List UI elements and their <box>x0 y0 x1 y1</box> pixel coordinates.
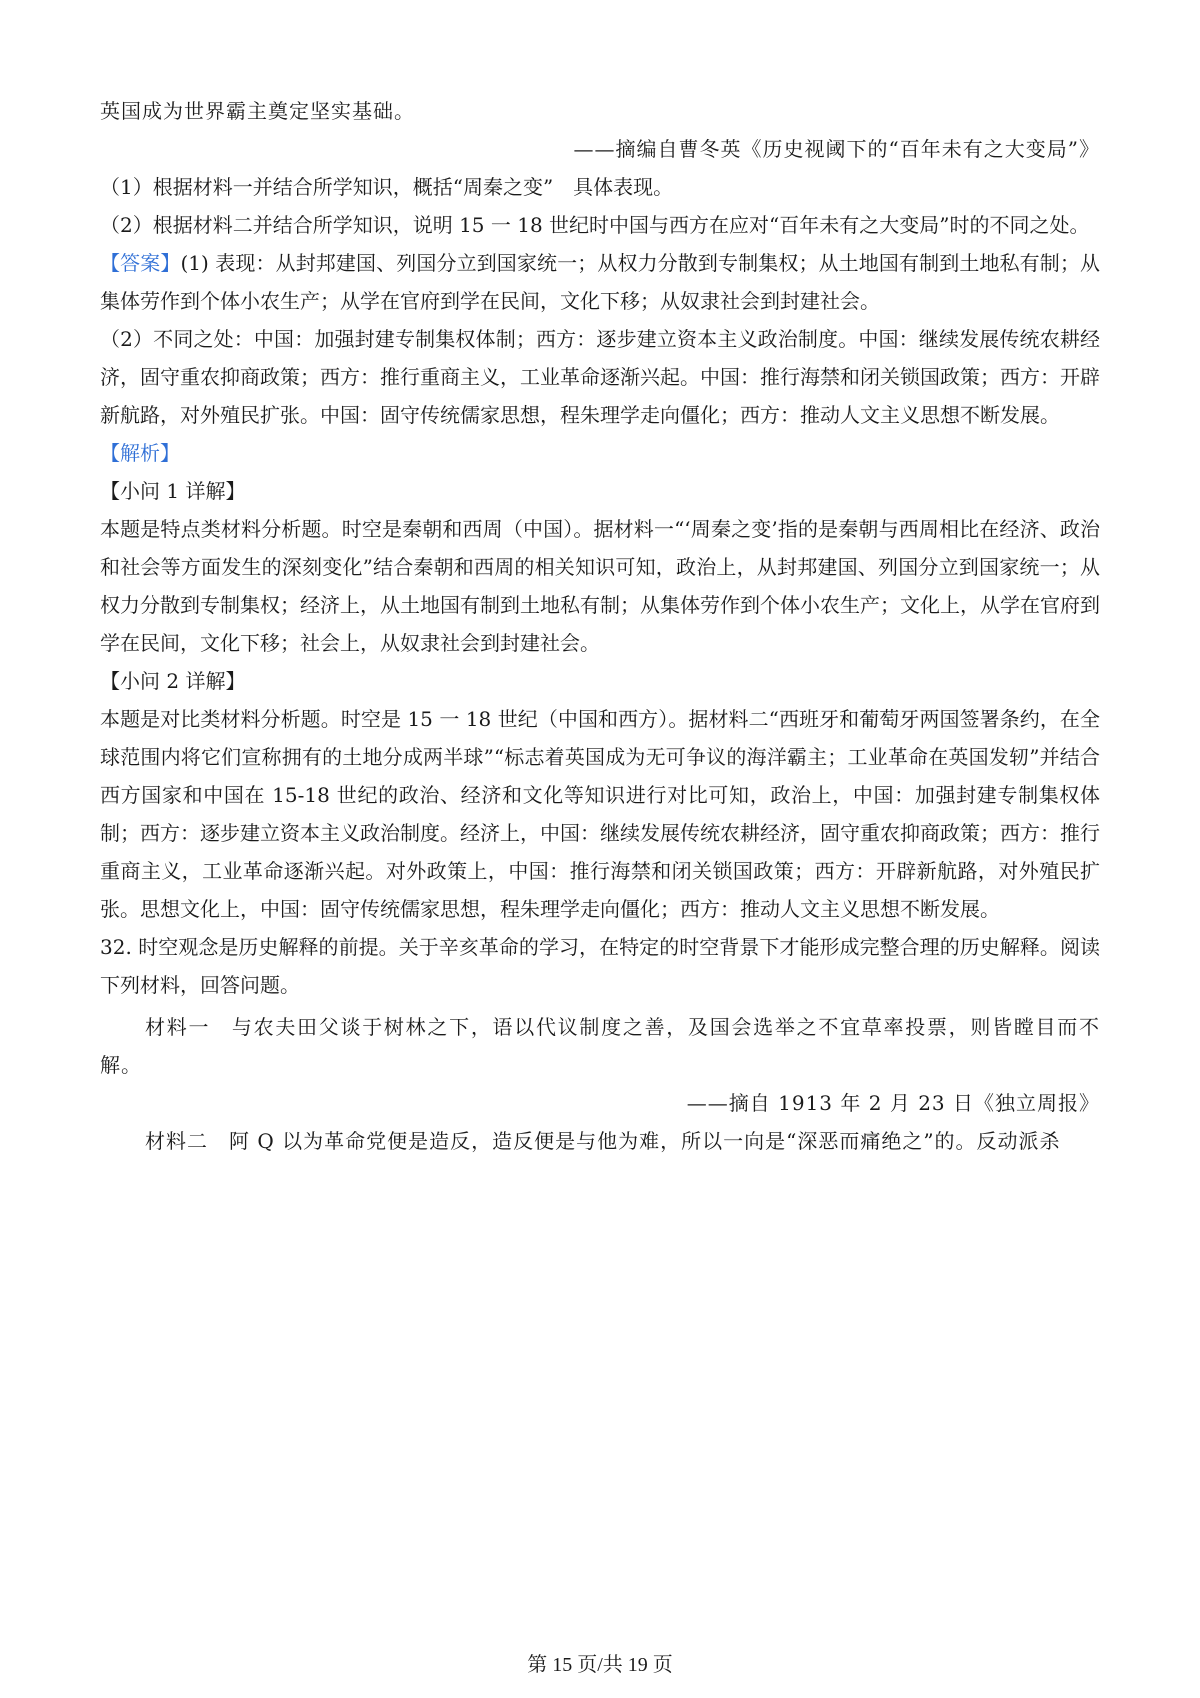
analysis-tag: 【解析】 <box>100 441 180 465</box>
page-content <box>100 92 1100 1160</box>
answer-block <box>100 244 1100 320</box>
sub-question-1-title: 【小问 1 详解】 <box>100 479 246 503</box>
page-number: 第 15 页/共 19 页 <box>527 1654 673 1676</box>
sub-question-2-text: 本题是对比类材料分析题。时空是 15 一 18 世纪（中国和西方）。据材料二“西班牙和葡萄牙两国签署条约，在全球范围内将它们宣称拥有的土地分成两半球”“标志着英国成为无可争议的海洋霸主；工业革命在英国发轫”并结合西方国家和中国在 15-18 世纪的政治、经济和文化等知识进行对比可知，政治上，中国：加强封建专制集权体制；西方：逐步建立资本主义政治制度。经济上，中国：继续发展传统农耕经济，固守重农抑商政策；西方：推行重商主义，工业革命逐渐兴起。对外政策上，中国：推行海禁和闭关锁国政策；西方：开辟新航路，对外殖民扩张。思想文化上，中国：固守传统儒家思想，程朱理学走向僵化；西方：推动人文主义思想不断发展。 <box>100 707 1100 921</box>
sub-question-2-title: 【小问 2 详解】 <box>100 669 246 693</box>
sub-question-1-text: 本题是特点类材料分析题。时空是秦朝和西周（中国）。据材料一“‘周秦之变’指的是秦朝与西周相比在经济、政治和社会等方面发生的深刻变化”结合秦朝和西周的相关知识可知，政治上，从封邦建国、列国分立到国家统一；从权力分散到专制集权；经济上，从土地国有制到土地私有制；从集体劳作到个体小农生产；文化上，从学在官府到学在民间，文化下移；社会上，从奴隶社会到封建社会。 <box>100 517 1100 655</box>
answer-1: (1) 表现：从封邦建国、列国分立到国家统一；从权力分散到专制集权；从土地国有制到土地私有制；从集体劳作到个体小农生产；从学在官府到学在民间，文化下移；从奴隶社会到封建社会。 <box>100 251 1101 313</box>
material-2: 材料二 阿 Q 以为革命党便是造反，造反便是与他为难，所以一向是“深恶而痛绝之”的。反动派杀 <box>145 1129 1061 1153</box>
material-source: ——摘编自曹冬英《历史视阈下的“百年未有之大变局”》 <box>573 137 1100 161</box>
answer-tag: 【答案】 <box>100 251 181 275</box>
material-1-source: ——摘自 1913 年 2 月 23 日《独立周报》 <box>686 1091 1100 1115</box>
material-continuation: 英国成为世界霸主奠定坚实基础。 <box>100 99 415 123</box>
question-2: （2）根据材料二并结合所学知识，说明 15 一 18 世纪时中国与西方在应对“百年未有之大变局”时的不同之处。 <box>100 213 1090 237</box>
material-1: 材料一 与农夫田父谈于树林之下，语以代议制度之善，及国会选举之不宜草率投票，则皆瞠目而不解。 <box>100 1015 1100 1077</box>
question-1: （1）根据材料一并结合所学知识，概括“周秦之变” 具体表现。 <box>100 175 674 199</box>
question-32-intro: 32. 时空观念是历史解释的前提。关于辛亥革命的学习，在特定的时空背景下才能形成完整合理的历史解释。阅读下列材料，回答问题。 <box>100 935 1100 997</box>
answer-2: （2）不同之处：中国：加强封建专制集权体制；西方：逐步建立资本主义政治制度。中国：继续发展传统农耕经济，固守重农抑商政策；西方：推行重商主义，工业革命逐渐兴起。中国：推行海禁和闭关锁国政策；西方：开辟新航路，对外殖民扩张。中国：固守传统儒家思想，程朱理学走向僵化；西方：推动人文主义思想不断发展。 <box>100 327 1100 427</box>
